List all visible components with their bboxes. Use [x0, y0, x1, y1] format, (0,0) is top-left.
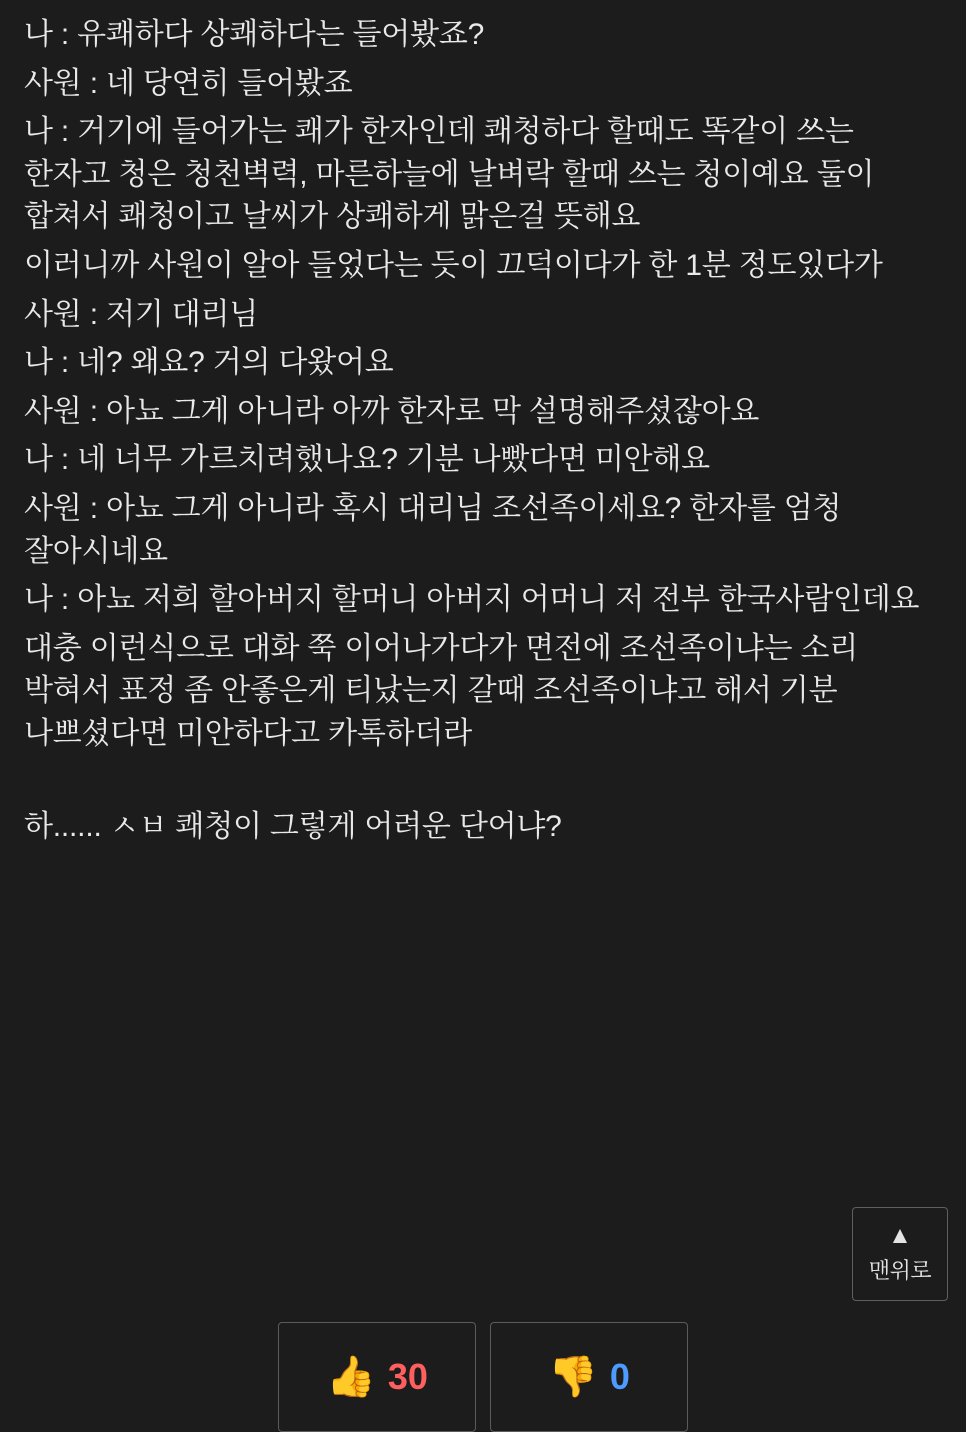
downvote-button[interactable]: [490, 1322, 688, 1432]
post-paragraph: 사원 : 네 당연히 들어봤죠: [24, 66, 353, 100]
thumbs-down-icon: 👎: [548, 1355, 598, 1399]
upvote-count: 30: [387, 1356, 428, 1397]
post-paragraph: 나 : 네 너무 가르치려했나요? 기분 나빴다면 미안해요: [24, 443, 710, 477]
scroll-to-top-button[interactable]: [852, 1207, 948, 1301]
post-paragraph: 나 : 아뇨 저희 할아버지 할머니 아버지 어머니 저 전부 한국사람인데요: [24, 583, 920, 617]
up-triangle-icon: ▲: [888, 1221, 912, 1249]
post-paragraph: 나 : 유쾌하다 상쾌하다는 들어봤죠?: [24, 18, 485, 51]
post-paragraph: 사원 : 저기 대리님: [24, 297, 258, 331]
thumbs-up-icon: 👍: [326, 1355, 376, 1399]
downvote-count: 0: [609, 1356, 630, 1397]
vote-button-group: [278, 1322, 688, 1432]
scroll-to-top-label: 맨위로: [868, 1257, 932, 1283]
post-paragraph: 사원 : 아뇨 그게 아니라 아까 한자로 막 설명해주셨잖아요: [24, 394, 760, 428]
post-paragraph: 하...... ㅅㅂ 쾌청이 그렇게 어려운 단어냐?: [24, 809, 562, 843]
post-paragraph: 사원 : 아뇨 그게 아니라 혹시 대리님 조선족이세요? 한자를 엄청 잘아시네요: [24, 491, 850, 568]
upvote-button[interactable]: [278, 1322, 476, 1432]
post-paragraph: 대충 이런식으로 대화 쭉 이어나가다가 면전에 조선족이냐는 소리 박혀서 표정 좀 안좋은게 티났는지 갈때 조선족이냐고 해서 기분 나쁘셨다면 미안하다고 카톡하더라: [24, 631, 867, 750]
post-paragraph: 이러니까 사원이 알아 들었다는 듯이 끄덕이다가 한 1분 정도있다가: [24, 248, 883, 282]
post-paragraph: 나 : 거기에 들어가는 쾌가 한자인데 쾌청하다 할때도 똑같이 쓰는 한자고 청은 청천벽력, 마른하늘에 날벼락 할때 쓰는 청이예요 둘이 합쳐서 쾌청이고 날씨가 상쾌하게 맑은걸 뜻해요: [24, 115, 883, 234]
paragraph-spacer: [24, 762, 942, 806]
vote-bar: [0, 1302, 966, 1432]
post-paragraph: 나 : 네? 왜요? 거의 다왔어요: [24, 346, 394, 380]
